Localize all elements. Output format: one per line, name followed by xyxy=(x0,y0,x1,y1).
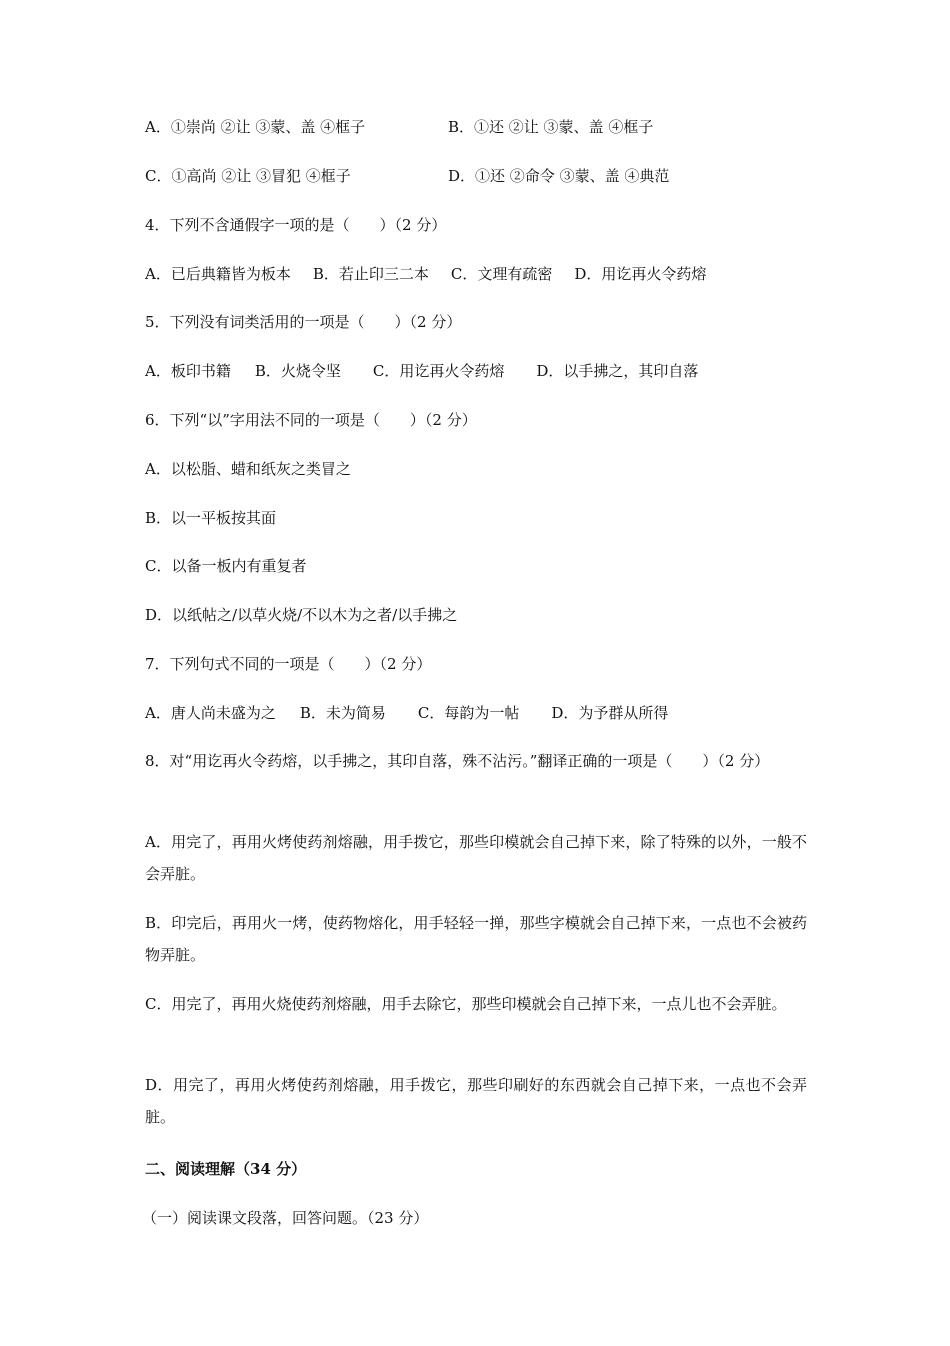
q8-option-c: C．用完了，再用火烧使药剂熔融，用手去除它，那些印模就会自己掉下来，一点儿也不会弄脏。 xyxy=(145,995,787,1013)
section-heading: 二、阅读理解（34 分） xyxy=(145,1160,307,1178)
q7-options xyxy=(145,703,668,723)
q5-stem: 5．下列没有词类活用的一项是（ ）（2 分） xyxy=(145,313,462,331)
q7-stem: 7．下列句式不同的一项是（ ）（2 分） xyxy=(145,655,432,673)
q6-option-b: B．以一平板按其面 xyxy=(145,509,277,527)
q3-option-d: D．①还 ②命令 ③蒙、盖 ④典范 xyxy=(448,167,670,185)
subsection-heading: （一）阅读课文段落，回答问题。（23 分） xyxy=(142,1209,429,1227)
q4-option-a: A．已后典籍皆为板本 xyxy=(145,265,291,283)
q6-option-a: A．以松脂、蜡和纸灰之类冒之 xyxy=(145,460,351,478)
q6-option-d: D．以纸帖之/以草火烧/不以木为之者/以手拂之 xyxy=(145,606,458,624)
q5-option-d: D．以手拂之，其印自落 xyxy=(536,362,699,380)
q4-options xyxy=(145,264,706,284)
q4-option-c: C．文理有疏密 xyxy=(450,265,553,283)
q6-stem: 6．下列“以”字用法不同的一项是（ ）（2 分） xyxy=(145,411,477,429)
q4-option-d: D．用讫再火令药熔 xyxy=(574,265,707,283)
q8-option-a: A．用完了，再用火烤使药剂熔融，用手拨它，那些印模就会自己掉下来，除了特殊的以外，一般不会弄脏。 xyxy=(145,833,807,883)
q7-option-c: C．每韵为一帖 xyxy=(417,704,520,722)
q8-stem: 8．对“用讫再火令药熔，以手拂之，其印自落，殊不沾污。”翻译正确的一项是（ ）（2 分） xyxy=(145,752,770,770)
q3-option-a: A．①崇尚 ②让 ③蒙、盖 ④框子 xyxy=(145,118,366,136)
q6-option-c: C．以备一板内有重复者 xyxy=(145,557,307,575)
q8-option-b: B．印完后，再用火一烤，使药物熔化，用手轻轻一掸，那些字模就会自己掉下来，一点也不会被药物弄脏。 xyxy=(145,914,807,964)
q3-option-c: C．①高尚 ②让 ③冒犯 ④框子 xyxy=(145,167,351,185)
q7-option-b: B．未为简易 xyxy=(299,704,386,722)
q7-option-d: D．为予群从所得 xyxy=(551,704,669,722)
q8-option-d: D．用完了，再用火烤使药剂熔融，用手拨它，那些印刷好的东西就会自己掉下来，一点也不会弄脏。 xyxy=(145,1076,807,1126)
q4-stem: 4．下列不含通假字一项的是（ ）（2 分） xyxy=(145,216,447,234)
q5-option-c: C．用讫再火令药熔 xyxy=(372,362,505,380)
q5-option-b: B．火烧令坚 xyxy=(254,362,341,380)
q4-option-b: B．若止印三二本 xyxy=(312,265,429,283)
q5-options xyxy=(145,361,698,381)
q5-option-a: A．板印书籍 xyxy=(145,362,231,380)
q7-option-a: A．唐人尚未盛为之 xyxy=(145,704,276,722)
q3-option-b: B．①还 ②让 ③蒙、盖 ④框子 xyxy=(448,118,654,136)
